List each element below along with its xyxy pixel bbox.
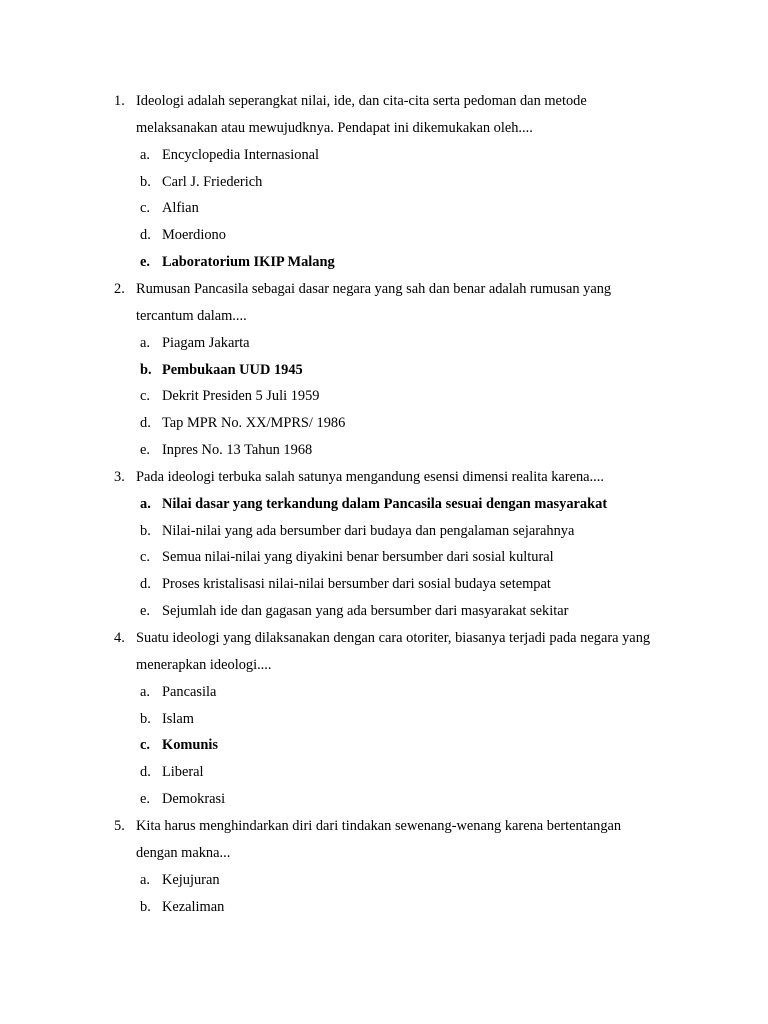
option-text: Encyclopedia Internasional (162, 146, 320, 163)
option-text: Alfian (162, 200, 199, 217)
option-text: Tap MPR No. XX/MPRS/ 1986 (162, 415, 346, 432)
option-text: Kejujuran (162, 871, 220, 888)
option-letter: e. (140, 603, 150, 620)
option-letter: a. (140, 334, 150, 351)
option-letter: b. (140, 361, 152, 378)
question-number: 2. (114, 280, 125, 297)
option-text: Pancasila (162, 683, 217, 700)
option-text: Nilai-nilai yang ada bersumber dari budaya dan pengalaman sejarahnya (162, 522, 575, 539)
option-text: Laboratorium IKIP Malang (162, 254, 335, 271)
option-letter: c. (140, 549, 150, 566)
option-letter: a. (140, 683, 150, 700)
question-number: 5. (114, 817, 125, 834)
question-text: dengan makna... (136, 844, 231, 861)
option-letter: d. (140, 415, 151, 432)
question-text: Kita harus menghindarkan diri dari tindakan sewenang-wenang karena bertentangan (136, 817, 622, 834)
option-text: Proses kristalisasi nilai-nilai bersumber dari sosial budaya setempat (162, 576, 551, 593)
question-number: 4. (114, 630, 125, 646)
option-text: Islam (162, 710, 194, 727)
question-text: Rumusan Pancasila sebagai dasar negara yang sah dan benar adalah rumusan yang (136, 280, 612, 297)
question-text: Pada ideologi terbuka salah satunya mengandung esensi dimensi realita karena.... (136, 468, 604, 485)
option-letter: e. (140, 254, 150, 271)
option-text: Nilai dasar yang terkandung dalam Pancasila sesuai dengan masyarakat (162, 495, 608, 512)
option-text: Sejumlah ide dan gagasan yang ada bersumber dari masyarakat sekitar (162, 603, 569, 620)
question-number: 3. (114, 468, 125, 485)
option-letter: d. (140, 227, 151, 244)
option-letter: e. (140, 442, 150, 459)
option-text: Dekrit Presiden 5 Juli 1959 (162, 388, 320, 405)
option-text: Semua nilai-nilai yang diyakini benar bersumber dari sosial kultural (162, 549, 554, 566)
option-letter: b. (140, 710, 151, 727)
option-letter: b. (140, 898, 151, 915)
question-text: melaksanakan atau mewujudknya. Pendapat ini dikemukakan oleh.... (136, 119, 533, 136)
option-text: Piagam Jakarta (162, 334, 250, 351)
option-letter: e. (140, 791, 150, 808)
option-text: Demokrasi (162, 791, 226, 808)
question-text: Ideologi adalah seperangkat nilai, ide, dan cita-cita serta pedoman dan metode (136, 93, 587, 109)
question-number: 1. (114, 93, 125, 109)
option-letter: c. (140, 737, 150, 754)
option-letter: a. (140, 495, 151, 512)
question-text: tercantum dalam.... (136, 307, 247, 324)
option-letter: a. (140, 146, 150, 163)
option-letter: c. (140, 200, 150, 217)
option-text: Carl J. Friederich (162, 173, 263, 190)
option-text: Moerdiono (162, 227, 226, 244)
option-letter: d. (140, 764, 151, 781)
option-letter: c. (140, 388, 150, 405)
option-text: Inpres No. 13 Tahun 1968 (162, 442, 313, 459)
option-letter: a. (140, 871, 150, 888)
option-text: Komunis (162, 737, 218, 754)
option-letter: b. (140, 173, 151, 190)
option-letter: d. (140, 576, 151, 593)
question-text: Suatu ideologi yang dilaksanakan dengan cara otoriter, biasanya terjadi pada negara yang (136, 630, 651, 646)
option-text: Liberal (162, 764, 204, 781)
question-text: menerapkan ideologi.... (136, 656, 272, 673)
option-text: Pembukaan UUD 1945 (162, 361, 303, 378)
option-text: Kezaliman (162, 898, 225, 915)
option-letter: b. (140, 522, 151, 539)
